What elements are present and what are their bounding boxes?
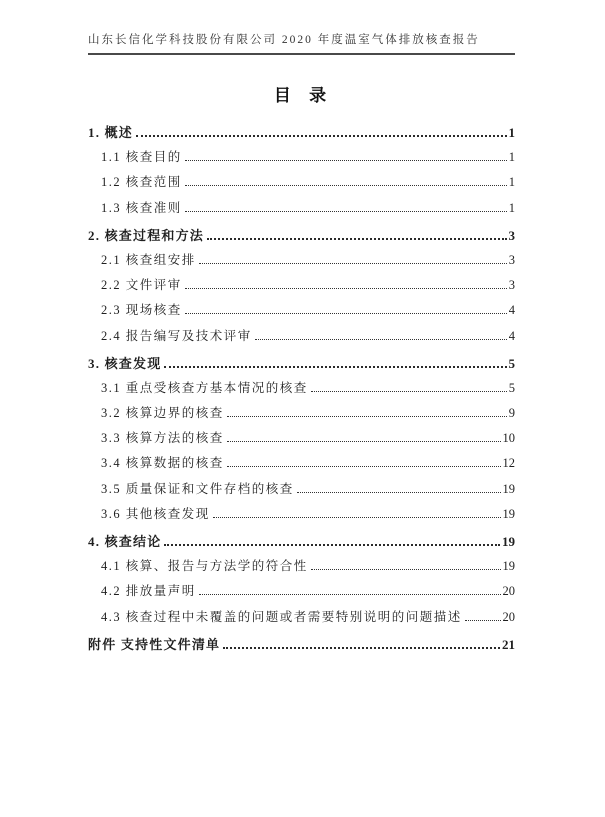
toc-entry bbox=[88, 607, 515, 632]
toc-entry-page: 3 bbox=[508, 252, 515, 267]
toc-entry bbox=[88, 300, 515, 325]
header-title: 山东长信化学科技股份有限公司 2020 年度温室气体排放核查报告 bbox=[88, 34, 480, 46]
toc-list bbox=[88, 122, 515, 659]
toc-leader-dots bbox=[199, 263, 507, 264]
toc-entry-page: 3 bbox=[508, 278, 515, 293]
toc-entry-page: 1 bbox=[508, 200, 515, 215]
toc-leader-dots bbox=[136, 135, 506, 137]
toc-entry bbox=[88, 378, 515, 403]
toc-entry-label: 4. 核查结论 bbox=[88, 534, 162, 549]
toc-leader-dots bbox=[164, 544, 500, 546]
toc-entry-label: 2.4 报告编写及技术评审 bbox=[101, 328, 252, 343]
toc-entry-page: 1 bbox=[508, 125, 515, 140]
toc-entry-page: 20 bbox=[502, 609, 515, 624]
toc-entry-label: 2. 核查过程和方法 bbox=[88, 227, 205, 243]
toc-entry bbox=[88, 531, 515, 556]
toc-entry bbox=[88, 428, 515, 453]
toc-entry-page: 20 bbox=[502, 584, 515, 599]
toc-entry-page: 4 bbox=[508, 303, 515, 318]
toc-entry bbox=[88, 225, 515, 250]
toc-leader-dots bbox=[185, 185, 507, 186]
toc-leader-dots bbox=[185, 313, 507, 314]
toc-entry-page: 19 bbox=[502, 559, 515, 574]
toc-entry-label: 1.2 核查范围 bbox=[101, 175, 182, 190]
toc-entry bbox=[88, 147, 515, 172]
toc-entry-label: 4.2 排放量声明 bbox=[101, 584, 196, 599]
toc-entry-label: 1. 概述 bbox=[88, 125, 134, 140]
toc-entry-label: 3.6 其他核查发现 bbox=[101, 506, 210, 521]
toc-leader-dots bbox=[311, 391, 507, 392]
toc-entry-page: 5 bbox=[508, 380, 515, 395]
toc-entry-page: 21 bbox=[502, 636, 515, 652]
toc-leader-dots bbox=[311, 569, 501, 570]
toc-entry-label: 4.1 核算、报告与方法学的符合性 bbox=[101, 559, 308, 574]
toc-entry bbox=[88, 353, 515, 378]
toc-entry-page: 19 bbox=[502, 534, 515, 549]
toc-entry-label: 3.4 核算数据的核查 bbox=[101, 456, 224, 471]
toc-entry bbox=[88, 250, 515, 275]
toc-entry-label: 附件 支持性文件清单 bbox=[88, 636, 221, 652]
toc-entry bbox=[88, 275, 515, 300]
toc-leader-dots bbox=[185, 288, 507, 289]
toc-entry-page: 12 bbox=[502, 456, 515, 471]
toc-entry-label: 3.2 核算边界的核查 bbox=[101, 406, 224, 421]
toc-leader-dots bbox=[185, 160, 507, 161]
toc-leader-dots bbox=[255, 339, 507, 340]
toc-leader-dots bbox=[297, 492, 501, 493]
toc-entry-label: 4.3 核查过程中未覆盖的问题或者需要特别说明的问题描述 bbox=[101, 609, 462, 624]
toc-entry bbox=[88, 479, 515, 504]
toc-entry bbox=[88, 172, 515, 197]
toc-leader-dots bbox=[164, 366, 506, 368]
toc-leader-dots bbox=[465, 620, 501, 621]
toc-entry-label: 3.1 重点受核查方基本情况的核查 bbox=[101, 380, 308, 395]
toc-entry-label: 1.3 核查准则 bbox=[101, 200, 182, 215]
toc-entry-page: 19 bbox=[502, 506, 515, 521]
toc-entry-page: 3 bbox=[508, 227, 515, 243]
toc-entry-page: 4 bbox=[508, 328, 515, 343]
toc-entry-label: 2.1 核查组安排 bbox=[101, 252, 196, 267]
toc-entry bbox=[88, 504, 515, 529]
toc-leader-dots bbox=[185, 211, 507, 212]
toc-entry bbox=[88, 403, 515, 428]
toc-entry-page: 1 bbox=[508, 175, 515, 190]
toc-leader-dots bbox=[199, 594, 501, 595]
toc-entry-page: 10 bbox=[502, 431, 515, 446]
page-header bbox=[88, 33, 515, 55]
toc-entry-page: 19 bbox=[502, 481, 515, 496]
toc-title: 目 录 bbox=[273, 86, 330, 105]
toc-entry bbox=[88, 453, 515, 478]
toc-entry bbox=[88, 634, 515, 659]
toc-leader-dots bbox=[213, 517, 501, 518]
toc-leader-dots bbox=[223, 647, 500, 649]
toc-entry-page: 1 bbox=[508, 150, 515, 165]
toc-leader-dots bbox=[207, 238, 506, 240]
toc-entry-label: 3.5 质量保证和文件存档的核查 bbox=[101, 481, 294, 496]
toc-entry-page: 9 bbox=[508, 406, 515, 421]
toc-leader-dots bbox=[227, 441, 501, 442]
toc-entry-page: 5 bbox=[508, 355, 515, 371]
toc-entry bbox=[88, 326, 515, 351]
toc-entry bbox=[88, 198, 515, 223]
toc-entry bbox=[88, 581, 515, 606]
toc-entry-label: 2.3 现场核查 bbox=[101, 303, 182, 318]
toc-entry-label: 1.1 核查目的 bbox=[101, 150, 182, 165]
toc-leader-dots bbox=[227, 466, 501, 467]
toc-entry-label: 3. 核查发现 bbox=[88, 355, 162, 371]
toc-entry bbox=[88, 556, 515, 581]
toc-entry bbox=[88, 122, 515, 147]
toc-leader-dots bbox=[227, 416, 507, 417]
toc-entry-label: 2.2 文件评审 bbox=[101, 278, 182, 293]
toc-entry-label: 3.3 核算方法的核查 bbox=[101, 431, 224, 446]
